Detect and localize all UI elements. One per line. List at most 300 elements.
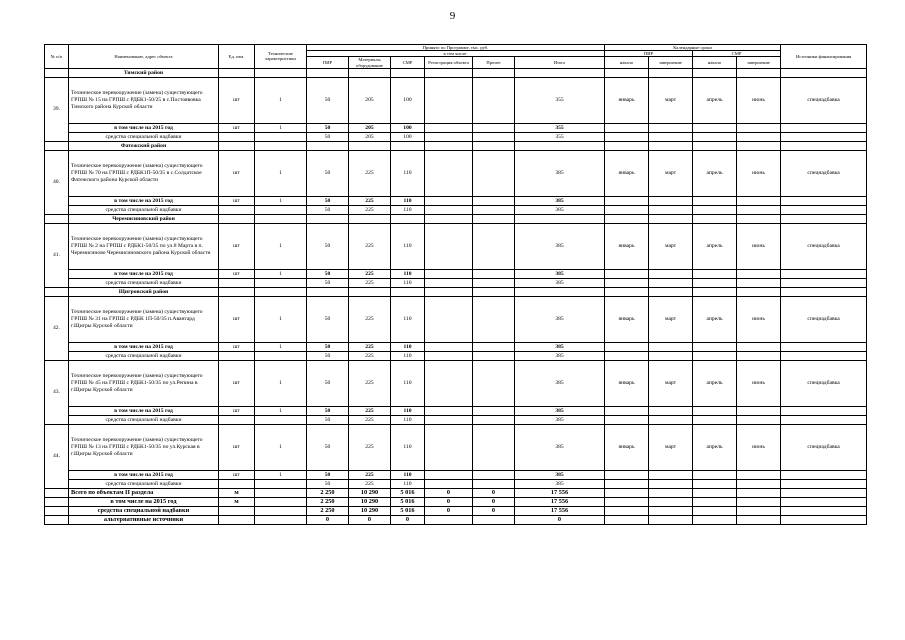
empty-cell <box>649 205 693 214</box>
table-row <box>45 296 867 342</box>
empty-cell <box>693 205 737 214</box>
empty-cell <box>255 214 307 223</box>
empty-cell <box>737 214 781 223</box>
other-cell <box>473 470 515 479</box>
empty-cell <box>693 470 737 479</box>
total-cell: 385 <box>515 205 605 214</box>
registration-cell <box>425 196 473 205</box>
smr-cell: 110 <box>391 269 425 278</box>
smr-cell: 110 <box>391 415 425 424</box>
other-cell <box>473 351 515 360</box>
unit-cell: шт <box>219 360 255 406</box>
total-cell: 385 <box>515 360 605 406</box>
empty-cell <box>781 415 867 424</box>
empty-cell <box>349 141 391 150</box>
table-row <box>45 360 867 406</box>
materials-cell: 225 <box>349 296 391 342</box>
special-fund-label: средства специальной надбавки <box>69 479 219 488</box>
row-number: 39. <box>45 77 69 141</box>
tech-cell: 1 <box>255 123 307 132</box>
header-cal-smr: СМР <box>693 51 781 57</box>
empty-cell <box>649 132 693 141</box>
other-cell <box>473 132 515 141</box>
other-cell <box>473 278 515 287</box>
unit-cell <box>219 132 255 141</box>
header-materials: Материалы оборудование <box>349 57 391 68</box>
empty-cell <box>649 470 693 479</box>
other-cell <box>473 479 515 488</box>
empty-cell <box>605 406 649 415</box>
unit-cell: шт <box>219 123 255 132</box>
smr-start-cell: апрель <box>693 296 737 342</box>
empty-cell <box>391 141 425 150</box>
tech-cell: 1 <box>255 269 307 278</box>
subtotal-label: в том числе на 2015 год <box>69 406 219 415</box>
program-table <box>44 44 867 525</box>
tech-cell: 1 <box>255 296 307 342</box>
total-cell: 355 <box>515 132 605 141</box>
header-unit: Ед. изм. <box>219 45 255 69</box>
totals-label: средства специальной надбавки <box>69 506 219 515</box>
materials-cell: 10 290 <box>349 506 391 515</box>
empty-cell <box>693 342 737 351</box>
district-spacer <box>45 214 69 223</box>
empty-cell <box>605 506 649 515</box>
pir-end-cell: март <box>649 77 693 123</box>
empty-cell <box>473 214 515 223</box>
smr-cell: 110 <box>391 278 425 287</box>
other-cell <box>473 196 515 205</box>
empty-cell <box>781 470 867 479</box>
empty-cell <box>737 269 781 278</box>
empty-cell <box>605 351 649 360</box>
special-fund-row <box>45 351 867 360</box>
tech-cell <box>255 351 307 360</box>
pir-cell: 2 250 <box>307 497 349 506</box>
tech-cell: 1 <box>255 342 307 351</box>
materials-cell: 205 <box>349 132 391 141</box>
subtotal-label: в том числе на 2015 год <box>69 196 219 205</box>
empty-cell <box>781 342 867 351</box>
row-number: 40. <box>45 150 69 214</box>
other-cell <box>473 123 515 132</box>
pir-start-cell: январь <box>605 296 649 342</box>
empty-cell <box>219 287 255 296</box>
totals-label: альтернативные источники <box>69 515 219 524</box>
other-cell <box>473 77 515 123</box>
unit-cell <box>219 351 255 360</box>
pir-end-cell: март <box>649 296 693 342</box>
smr-start-cell: апрель <box>693 223 737 269</box>
registration-cell <box>425 351 473 360</box>
unit-cell <box>219 479 255 488</box>
materials-cell: 225 <box>349 351 391 360</box>
pir-cell: 50 <box>307 342 349 351</box>
subtotal-2015-row <box>45 342 867 351</box>
empty-cell <box>605 488 649 497</box>
materials-cell: 205 <box>349 123 391 132</box>
empty-cell <box>693 406 737 415</box>
totals-row <box>45 506 867 515</box>
empty-cell <box>781 515 867 524</box>
empty-cell <box>737 415 781 424</box>
registration-cell <box>425 205 473 214</box>
tech-cell <box>255 515 307 524</box>
total-cell: 17 556 <box>515 506 605 515</box>
empty-cell <box>737 515 781 524</box>
special-fund-row <box>45 132 867 141</box>
table-header <box>45 45 867 69</box>
pir-cell: 50 <box>307 150 349 196</box>
header-pir: ПИР <box>307 57 349 68</box>
pir-cell: 50 <box>307 360 349 406</box>
empty-cell <box>605 196 649 205</box>
other-cell <box>473 424 515 470</box>
empty-cell <box>349 287 391 296</box>
pir-cell: 50 <box>307 196 349 205</box>
pir-cell: 50 <box>307 132 349 141</box>
registration-cell <box>425 150 473 196</box>
pir-end-cell: март <box>649 150 693 196</box>
registration-cell <box>425 132 473 141</box>
header-incl: в том числе: <box>307 51 605 57</box>
empty-cell <box>781 506 867 515</box>
empty-cell <box>737 479 781 488</box>
empty-cell <box>649 351 693 360</box>
empty-cell <box>349 68 391 77</box>
materials-cell: 225 <box>349 205 391 214</box>
other-cell <box>473 360 515 406</box>
header-num: № п/п <box>45 45 69 69</box>
empty-cell <box>605 278 649 287</box>
empty-cell <box>649 123 693 132</box>
source-cell: спецнадбавка <box>781 296 867 342</box>
registration-cell <box>425 515 473 524</box>
empty-cell <box>693 68 737 77</box>
empty-cell <box>737 205 781 214</box>
empty-cell <box>737 132 781 141</box>
unit-cell: м <box>219 497 255 506</box>
empty-cell <box>255 141 307 150</box>
empty-cell <box>649 141 693 150</box>
row-number: 41. <box>45 223 69 287</box>
pir-end-cell: март <box>649 360 693 406</box>
district-row <box>45 68 867 77</box>
header-other: Прочее <box>473 57 515 68</box>
tech-cell <box>255 488 307 497</box>
empty-cell <box>693 479 737 488</box>
empty-cell <box>737 68 781 77</box>
pir-cell: 50 <box>307 205 349 214</box>
district-spacer <box>45 141 69 150</box>
pir-cell: 0 <box>307 515 349 524</box>
object-name: Техническое перевооружение (замена) существующего ГРПШ № 45 на ГРПШ с РДБК1-50/35 по ул.Репина в г.Щигры Курской области <box>69 360 219 406</box>
materials-cell: 225 <box>349 278 391 287</box>
pir-start-cell: январь <box>605 360 649 406</box>
registration-cell <box>425 278 473 287</box>
empty-cell <box>425 141 473 150</box>
registration-cell <box>425 424 473 470</box>
smr-cell: 100 <box>391 132 425 141</box>
unit-cell: шт <box>219 296 255 342</box>
empty-cell <box>737 287 781 296</box>
materials-cell: 225 <box>349 196 391 205</box>
registration-cell: 0 <box>425 488 473 497</box>
district-name: Щигровский район <box>69 287 219 296</box>
empty-cell <box>605 470 649 479</box>
materials-cell: 225 <box>349 269 391 278</box>
empty-cell <box>605 214 649 223</box>
header-source: Источники финансирования <box>781 45 867 69</box>
unit-cell: шт <box>219 342 255 351</box>
unit-cell: шт <box>219 223 255 269</box>
other-cell <box>473 269 515 278</box>
empty-cell <box>693 515 737 524</box>
source-cell: спецнадбавка <box>781 424 867 470</box>
smr-cell: 110 <box>391 342 425 351</box>
unit-cell: шт <box>219 196 255 205</box>
subtotal-label: в том числе на 2015 год <box>69 269 219 278</box>
smr-start-cell: апрель <box>693 360 737 406</box>
smr-cell: 110 <box>391 479 425 488</box>
unit-cell <box>219 278 255 287</box>
empty-cell <box>781 205 867 214</box>
empty-cell <box>515 287 605 296</box>
empty-cell <box>781 479 867 488</box>
other-cell <box>473 205 515 214</box>
empty-cell <box>781 123 867 132</box>
total-cell: 385 <box>515 415 605 424</box>
header-calendar: Календарные сроки <box>605 45 781 51</box>
empty-cell <box>737 351 781 360</box>
header-funding: Принято по Программе, тыс. руб. <box>307 45 605 51</box>
empty-cell <box>737 141 781 150</box>
empty-cell <box>781 497 867 506</box>
totals-row <box>45 515 867 524</box>
pir-start-cell: январь <box>605 223 649 269</box>
empty-cell <box>605 132 649 141</box>
empty-cell <box>605 123 649 132</box>
object-name: Техническое перевооружение (замена) существующего ГРПШ № 13 на ГРПШ с РДБК1-50/35 по ул.Курская в г.Щигры Курской области <box>69 424 219 470</box>
empty-cell <box>425 68 473 77</box>
materials-cell: 225 <box>349 150 391 196</box>
total-cell: 385 <box>515 269 605 278</box>
special-fund-label: средства специальной надбавки <box>69 205 219 214</box>
pir-cell: 50 <box>307 123 349 132</box>
materials-cell: 225 <box>349 406 391 415</box>
registration-cell: 0 <box>425 497 473 506</box>
registration-cell <box>425 296 473 342</box>
registration-cell <box>425 406 473 415</box>
empty-cell <box>737 123 781 132</box>
pir-start-cell: январь <box>605 77 649 123</box>
pir-cell: 50 <box>307 278 349 287</box>
empty-cell <box>693 214 737 223</box>
empty-cell <box>255 287 307 296</box>
tech-cell: 1 <box>255 150 307 196</box>
pir-start-cell: январь <box>605 424 649 470</box>
smr-end-cell: июнь <box>737 296 781 342</box>
other-cell: 0 <box>473 506 515 515</box>
header-registration: Регистрация объекта <box>425 57 473 68</box>
empty-cell <box>473 68 515 77</box>
pir-cell: 2 250 <box>307 506 349 515</box>
other-cell <box>473 415 515 424</box>
smr-end-cell: июнь <box>737 77 781 123</box>
tech-cell <box>255 205 307 214</box>
empty-cell <box>425 214 473 223</box>
total-cell: 17 556 <box>515 497 605 506</box>
smr-cell: 110 <box>391 424 425 470</box>
district-row <box>45 141 867 150</box>
tech-cell <box>255 497 307 506</box>
materials-cell: 10 290 <box>349 497 391 506</box>
materials-cell: 225 <box>349 424 391 470</box>
empty-cell <box>737 278 781 287</box>
subtotal-2015-row <box>45 269 867 278</box>
empty-cell <box>737 506 781 515</box>
special-fund-label: средства специальной надбавки <box>69 132 219 141</box>
materials-cell: 225 <box>349 360 391 406</box>
subtotal-label: в том числе на 2015 год <box>69 342 219 351</box>
subtotal-2015-row <box>45 470 867 479</box>
empty-cell <box>649 406 693 415</box>
empty-cell <box>649 269 693 278</box>
empty-cell <box>781 132 867 141</box>
smr-end-cell: июнь <box>737 223 781 269</box>
materials-cell: 225 <box>349 415 391 424</box>
empty-cell <box>605 287 649 296</box>
empty-cell <box>781 141 867 150</box>
empty-cell <box>605 479 649 488</box>
tech-cell <box>255 278 307 287</box>
registration-cell <box>425 360 473 406</box>
smr-cell: 110 <box>391 360 425 406</box>
header-name: Наименование, адрес объекта <box>69 45 219 69</box>
totals-row <box>45 497 867 506</box>
empty-cell <box>45 497 69 506</box>
empty-cell <box>649 287 693 296</box>
special-fund-row <box>45 479 867 488</box>
total-cell: 385 <box>515 223 605 269</box>
empty-cell <box>605 415 649 424</box>
registration-cell <box>425 77 473 123</box>
tech-cell: 1 <box>255 470 307 479</box>
unit-cell: шт <box>219 424 255 470</box>
table-row <box>45 223 867 269</box>
other-cell <box>473 515 515 524</box>
total-cell: 385 <box>515 406 605 415</box>
source-cell: спецнадбавка <box>781 77 867 123</box>
empty-cell <box>649 342 693 351</box>
empty-cell <box>649 506 693 515</box>
total-cell: 355 <box>515 123 605 132</box>
row-number: 43. <box>45 360 69 424</box>
tech-cell: 1 <box>255 406 307 415</box>
empty-cell <box>473 141 515 150</box>
registration-cell <box>425 342 473 351</box>
special-fund-label: средства специальной надбавки <box>69 351 219 360</box>
smr-cell: 0 <box>391 515 425 524</box>
page-number: 9 <box>449 10 456 22</box>
registration-cell <box>425 123 473 132</box>
pir-cell: 50 <box>307 406 349 415</box>
smr-end-cell: июнь <box>737 424 781 470</box>
header-pir-start: начало <box>605 57 649 68</box>
other-cell: 0 <box>473 488 515 497</box>
smr-cell: 110 <box>391 470 425 479</box>
empty-cell <box>605 205 649 214</box>
pir-cell: 50 <box>307 479 349 488</box>
empty-cell <box>693 506 737 515</box>
smr-cell: 110 <box>391 150 425 196</box>
materials-cell: 225 <box>349 470 391 479</box>
empty-cell <box>693 141 737 150</box>
unit-cell: м <box>219 488 255 497</box>
special-fund-row <box>45 205 867 214</box>
empty-cell <box>391 287 425 296</box>
empty-cell <box>649 497 693 506</box>
registration-cell <box>425 479 473 488</box>
empty-cell <box>649 278 693 287</box>
materials-cell: 205 <box>349 77 391 123</box>
materials-cell: 225 <box>349 223 391 269</box>
unit-cell: шт <box>219 77 255 123</box>
subtotal-label: в том числе на 2015 год <box>69 470 219 479</box>
district-row <box>45 287 867 296</box>
registration-cell <box>425 223 473 269</box>
empty-cell <box>781 287 867 296</box>
other-cell <box>473 406 515 415</box>
header-pir-end: завершение <box>649 57 693 68</box>
tech-cell: 1 <box>255 360 307 406</box>
other-cell <box>473 223 515 269</box>
subtotal-label: в том числе на 2015 год <box>69 123 219 132</box>
subtotal-2015-row <box>45 123 867 132</box>
empty-cell <box>649 515 693 524</box>
registration-cell <box>425 269 473 278</box>
smr-cell: 5 016 <box>391 497 425 506</box>
pir-cell: 50 <box>307 269 349 278</box>
empty-cell <box>255 68 307 77</box>
empty-cell <box>307 287 349 296</box>
row-number: 44. <box>45 424 69 488</box>
pir-cell: 50 <box>307 351 349 360</box>
empty-cell <box>219 68 255 77</box>
empty-cell <box>515 141 605 150</box>
district-name: Тимский район <box>69 68 219 77</box>
empty-cell <box>693 488 737 497</box>
pir-cell: 50 <box>307 415 349 424</box>
totals-row <box>45 488 867 497</box>
empty-cell <box>781 214 867 223</box>
empty-cell <box>649 196 693 205</box>
smr-start-cell: апрель <box>693 150 737 196</box>
source-cell: спецнадбавка <box>781 360 867 406</box>
empty-cell <box>737 342 781 351</box>
empty-cell <box>693 123 737 132</box>
unit-cell: шт <box>219 406 255 415</box>
empty-cell <box>781 406 867 415</box>
special-fund-row <box>45 278 867 287</box>
district-row <box>45 214 867 223</box>
empty-cell <box>693 497 737 506</box>
empty-cell <box>781 351 867 360</box>
other-cell <box>473 296 515 342</box>
empty-cell <box>649 415 693 424</box>
empty-cell <box>781 196 867 205</box>
materials-cell: 225 <box>349 342 391 351</box>
